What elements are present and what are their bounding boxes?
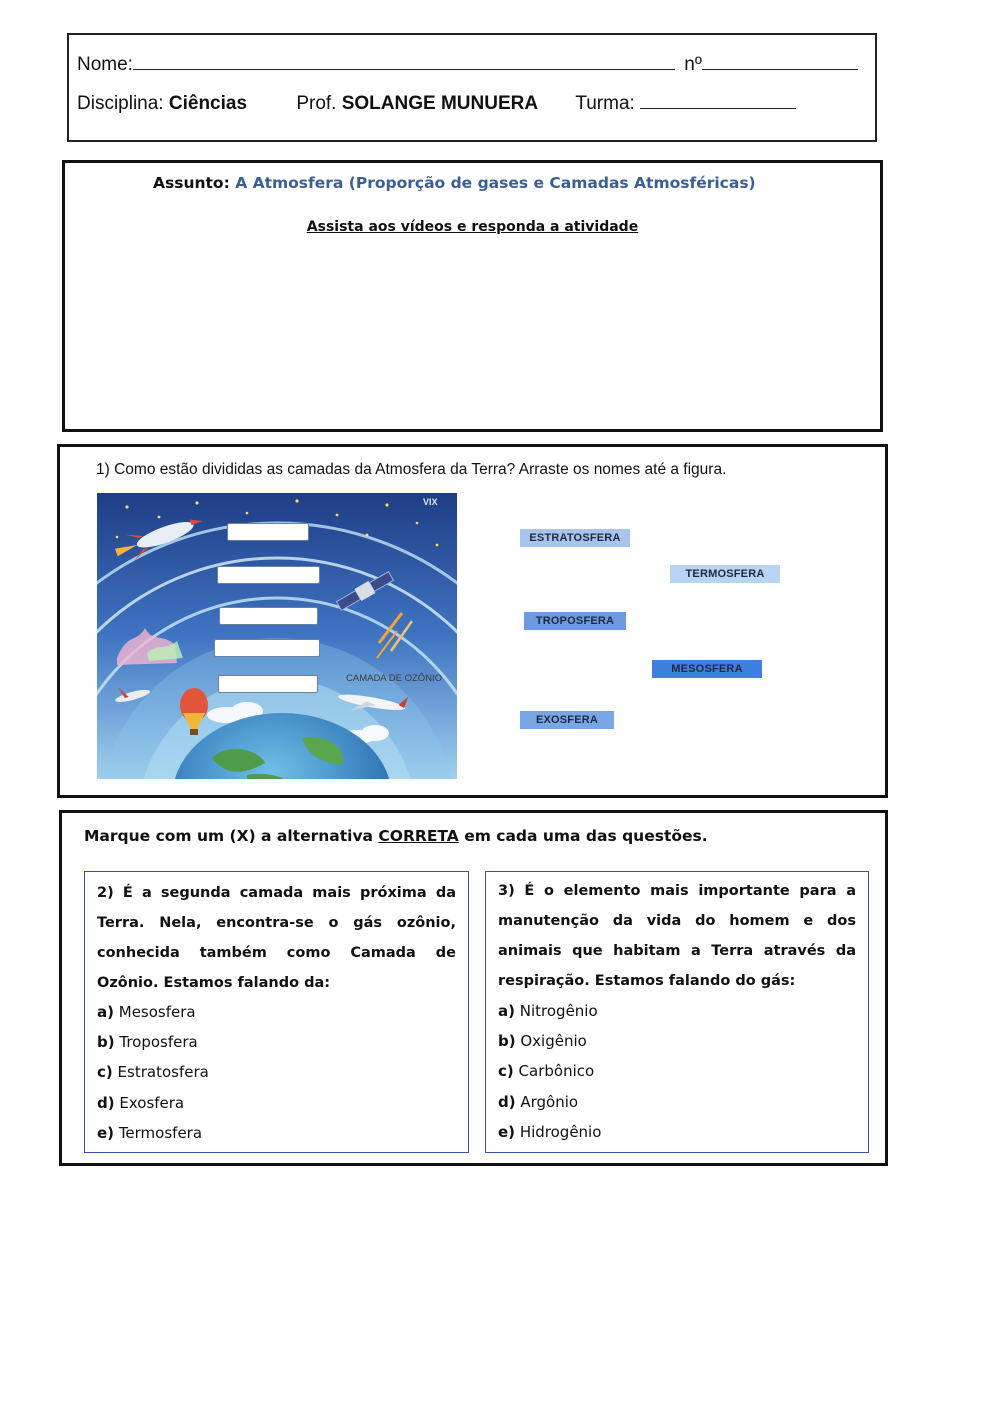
option-c[interactable] bbox=[97, 1057, 209, 1087]
instruction-post: em cada uma das questões. bbox=[458, 827, 708, 845]
name-field[interactable] bbox=[133, 53, 675, 70]
question-1-box bbox=[57, 444, 888, 798]
option-c[interactable] bbox=[498, 1056, 601, 1086]
chip-troposfera[interactable]: TROPOSFERA bbox=[524, 612, 626, 630]
multiple-choice-instruction bbox=[84, 827, 708, 845]
drop-slot-3[interactable] bbox=[219, 607, 318, 625]
question-3-box bbox=[485, 871, 869, 1153]
option-e[interactable] bbox=[498, 1117, 601, 1147]
question-2-box bbox=[84, 871, 469, 1153]
name-row bbox=[77, 53, 858, 76]
drop-slot-5[interactable] bbox=[218, 675, 318, 693]
chip-exosfera[interactable]: EXOSFERA bbox=[520, 711, 614, 729]
drop-slot-1[interactable] bbox=[227, 523, 309, 541]
question-1-text: 1) Como estão divididas as camadas da Atmosfera da Terra? Arraste os nomes até a figura. bbox=[96, 461, 727, 478]
option-letter: d) bbox=[97, 1093, 115, 1112]
assunto-subject: A Atmosfera (Proporção de gases e Camadas Atmosféricas) bbox=[235, 174, 756, 192]
option-text: Nitrogênio bbox=[519, 1002, 598, 1020]
name-label: Nome: bbox=[77, 54, 133, 75]
chip-mesosfera[interactable]: MESOSFERA bbox=[652, 660, 762, 678]
option-a[interactable] bbox=[97, 997, 209, 1027]
header-box bbox=[67, 33, 877, 142]
option-letter: c) bbox=[498, 1062, 514, 1081]
discipline-label: Disciplina: bbox=[77, 93, 164, 114]
drop-slot-2[interactable] bbox=[217, 566, 320, 584]
option-d[interactable] bbox=[97, 1088, 209, 1118]
option-text: Oxigênio bbox=[520, 1032, 587, 1051]
question-3-text: 3) É o elemento mais importante para a manutenção da vida do homem e dos animais que habitam a Terra através da respiração. Estamos falando do gás: bbox=[498, 883, 856, 989]
figure-watermark: VIX bbox=[423, 497, 438, 507]
option-text: Mesosfera bbox=[118, 1003, 196, 1021]
assunto-box bbox=[62, 160, 883, 432]
option-letter: e) bbox=[97, 1123, 115, 1142]
assunto-line bbox=[153, 174, 756, 192]
question-2-options bbox=[97, 997, 209, 1148]
option-d[interactable] bbox=[498, 1087, 601, 1117]
option-b[interactable] bbox=[498, 1026, 601, 1056]
multiple-choice-box bbox=[59, 810, 888, 1166]
option-e[interactable] bbox=[97, 1118, 209, 1148]
drop-slot-4[interactable] bbox=[214, 639, 320, 657]
question-2-text: 2) É a segunda camada mais próxima da Terra. Nela, encontra-se o gás ozônio, conhecida também como Camada de Ozônio. Estamos falando da: bbox=[97, 885, 456, 991]
class-label: Turma: bbox=[575, 93, 635, 114]
number-label: nº bbox=[684, 54, 702, 75]
chip-termosfera[interactable]: TERMOSFERA bbox=[670, 565, 780, 583]
option-text: Termosfera bbox=[118, 1123, 203, 1142]
video-instruction: Assista aos vídeos e responda a atividade bbox=[306, 219, 639, 235]
option-text: Argônio bbox=[520, 1092, 579, 1111]
option-letter: c) bbox=[97, 1063, 113, 1082]
question-3-options bbox=[498, 996, 601, 1147]
option-text: Exosfera bbox=[119, 1093, 185, 1112]
assunto-label: Assunto: bbox=[153, 174, 230, 192]
option-letter: a) bbox=[97, 1003, 114, 1021]
option-letter: b) bbox=[97, 1033, 115, 1052]
discipline-row bbox=[77, 92, 796, 115]
chip-estratosfera[interactable]: ESTRATOSFERA bbox=[520, 529, 630, 547]
option-letter: a) bbox=[498, 1002, 515, 1020]
option-letter: b) bbox=[498, 1032, 516, 1051]
option-letter: e) bbox=[498, 1122, 516, 1141]
teacher-label: Prof. bbox=[296, 93, 337, 114]
option-letter: d) bbox=[498, 1092, 516, 1111]
option-b[interactable] bbox=[97, 1027, 209, 1057]
option-text: Carbônico bbox=[518, 1062, 595, 1081]
ozone-layer-label: CAMADA DE OZÔNIO bbox=[346, 673, 443, 684]
instruction-emphasis: CORRETA bbox=[378, 827, 459, 845]
atmosphere-figure bbox=[97, 493, 457, 779]
instruction-pre: Marque com um (X) a alternativa bbox=[84, 827, 379, 845]
teacher-name: SOLANGE MUNUERA bbox=[341, 93, 539, 114]
class-field[interactable] bbox=[640, 92, 796, 109]
discipline-value: Ciências bbox=[168, 93, 248, 114]
number-field[interactable] bbox=[702, 53, 858, 70]
option-text: Hidrogênio bbox=[519, 1122, 602, 1141]
option-text: Troposfera bbox=[119, 1033, 198, 1052]
option-text: Estratosfera bbox=[117, 1063, 209, 1082]
option-a[interactable] bbox=[498, 996, 601, 1026]
